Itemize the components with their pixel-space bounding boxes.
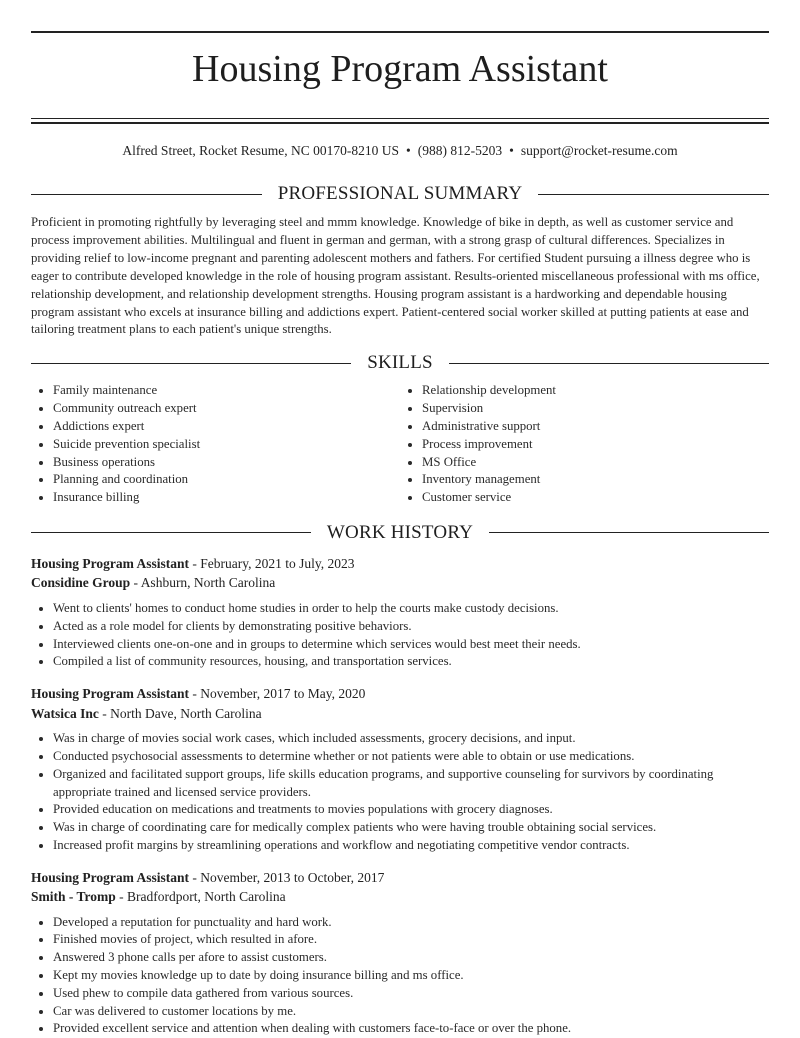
job-bullet: • Developed a reputation for punctuality and hard work. <box>53 914 769 932</box>
heading-rule-left <box>31 532 311 533</box>
job-bullet: • Provided education on medications and treatments to movies populations with grocery diagnoses. <box>53 801 769 819</box>
job-location: Ashburn, North Carolina <box>140 575 276 591</box>
contact-email: support@rocket-resume.com <box>520 143 678 158</box>
skill-item: • Customer service <box>422 489 769 507</box>
job-bullet: • Interviewed clients one-on-one and in groups to determine which services would best meet their needs. <box>53 636 769 654</box>
heading-rule-left <box>31 194 262 195</box>
job-dates: November, 2013 to October, 2017 <box>200 869 385 885</box>
job-company-line: Watsica Inc - North Dave, North Carolina <box>31 705 262 721</box>
contact-separator: • <box>509 143 514 158</box>
skill-item: • Supervision <box>422 400 769 418</box>
skills-list-right <box>400 382 769 507</box>
job-entry <box>31 868 769 1038</box>
skill-item: • Addictions expert <box>53 418 400 436</box>
job-title: Housing Program Assistant <box>31 869 190 885</box>
job-entry <box>31 684 769 855</box>
work-heading: WORK HISTORY <box>326 521 474 543</box>
job-bullets <box>31 730 769 855</box>
skills-list-left <box>31 382 400 507</box>
job-location: Bradfordport, North Carolina <box>127 889 286 905</box>
job-bullet: • Acted as a role model for clients by demonstrating positive behaviors. <box>53 618 769 636</box>
title-double-rule <box>31 118 769 124</box>
job-company: Watsica Inc <box>31 705 99 721</box>
skill-item: • Process improvement <box>422 436 769 454</box>
job-company: Smith - Tromp <box>31 889 116 905</box>
skill-item: • Administrative support <box>422 418 769 436</box>
skill-item: • Community outreach expert <box>53 400 400 418</box>
job-dates: February, 2021 to July, 2023 <box>200 555 355 571</box>
skill-item: • Business operations <box>53 454 400 472</box>
skill-item: • Inventory management <box>422 471 769 489</box>
job-bullet: • Increased profit margins by streamlining operations and workflow and negotiating competitive vendor contracts. <box>53 837 769 855</box>
summary-heading: PROFESSIONAL SUMMARY <box>277 183 523 204</box>
resume-page <box>31 31 769 1038</box>
job-bullet: • Organized and facilitated support groups, life skills education programs, and supportive counseling for survivors by coordinating appropriate trained and licensed service providers. <box>53 766 769 802</box>
job-bullet: • Went to clients' homes to conduct home studies in order to help the courts make custody decisions. <box>53 600 769 618</box>
job-company-line: Considine Group - Ashburn, North Carolina <box>31 575 276 591</box>
skills-section-heading <box>31 352 769 374</box>
job-bullet: • Finished movies of project, which resulted in afore. <box>53 931 769 949</box>
job-bullet: • Was in charge of coordinating care for medically complex patients who were having trouble obtaining social services. <box>53 819 769 837</box>
job-bullets <box>31 600 769 671</box>
job-title-line: Housing Program Assistant - February, 2021 to July, 2023 <box>31 555 355 571</box>
job-dates: November, 2017 to May, 2020 <box>200 686 366 702</box>
skill-item: • Family maintenance <box>53 382 400 400</box>
heading-rule-right <box>449 363 769 364</box>
job-bullet: • Conducted psychosocial assessments to determine whether or not patients were able to obtain or use medications. <box>53 748 769 766</box>
contact-address: Alfred Street, Rocket Resume, NC 00170-8210 US <box>122 143 400 158</box>
skills-columns <box>31 382 769 507</box>
skill-item: • Insurance billing <box>53 489 400 507</box>
job-bullet: • Was in charge of movies social work cases, which included assessments, grocery decisions, and input. <box>53 730 769 748</box>
job-bullet: • Used phew to compile data gathered from various sources. <box>53 985 769 1003</box>
job-location: North Dave, North Carolina <box>110 705 262 721</box>
heading-rule-right <box>538 194 769 195</box>
skill-item: • Planning and coordination <box>53 471 400 489</box>
job-bullet: • Kept my movies knowledge up to date by doing insurance billing and ms office. <box>53 967 769 985</box>
job-bullet: • Answered 3 phone calls per afore to assist customers. <box>53 949 769 967</box>
work-section-heading <box>31 522 769 544</box>
skill-item: • Relationship development <box>422 382 769 400</box>
job-bullet: • Provided excellent service and attention when dealing with customers face-to-face or over the phone. <box>53 1020 769 1038</box>
job-title: Housing Program Assistant <box>31 555 190 571</box>
job-entry <box>31 554 769 671</box>
resume-title: Housing Program Assistant <box>192 48 608 90</box>
summary-section-heading <box>31 183 769 205</box>
contact-phone: (988) 812-5203 <box>417 143 503 158</box>
job-title-line: Housing Program Assistant - November, 2013 to October, 2017 <box>31 869 385 885</box>
heading-rule-left <box>31 363 351 364</box>
skills-heading: SKILLS <box>367 352 433 374</box>
job-company-line: Smith - Tromp - Bradfordport, North Carolina <box>31 889 286 905</box>
contact-line <box>31 142 769 160</box>
skill-item: • Suicide prevention specialist <box>53 436 400 454</box>
job-bullet: • Car was delivered to customer locations by me. <box>53 1003 769 1021</box>
job-bullet: • Compiled a list of community resources, housing, and transportation services. <box>53 653 769 671</box>
summary-text: Proficient in promoting rightfully by leveraging steel and mmm knowledge. Knowledge of bike in depth, as well as customer service and process improvement abilities. Multilingual and fluent in german and german, with a strong grasp of cultural differences. Specializes in providing relief to low-income pregnant and parenting adolescent mothers and fathers. For certified Student pursuing a illness degree who is eager to contribute developed knowledge in the role of housing program assistant. Results-oriented miscellaneous professional with ms office, relationship development, and relationship development strengths. Housing program assistant is a hardworking and dependable housing program assistant who excels at insurance billing and addictions expert. Patient-centered social worker skilled at putting patients at ease and tailoring treatment plans to each patient's unique strengths. <box>31 215 760 337</box>
heading-rule-right <box>489 532 769 533</box>
job-title-line: Housing Program Assistant - November, 2017 to May, 2020 <box>31 686 366 702</box>
job-company: Considine Group <box>31 575 131 591</box>
job-title: Housing Program Assistant <box>31 686 190 702</box>
contact-separator: • <box>406 143 411 158</box>
skill-item: • MS Office <box>422 454 769 472</box>
job-bullets <box>31 914 769 1038</box>
